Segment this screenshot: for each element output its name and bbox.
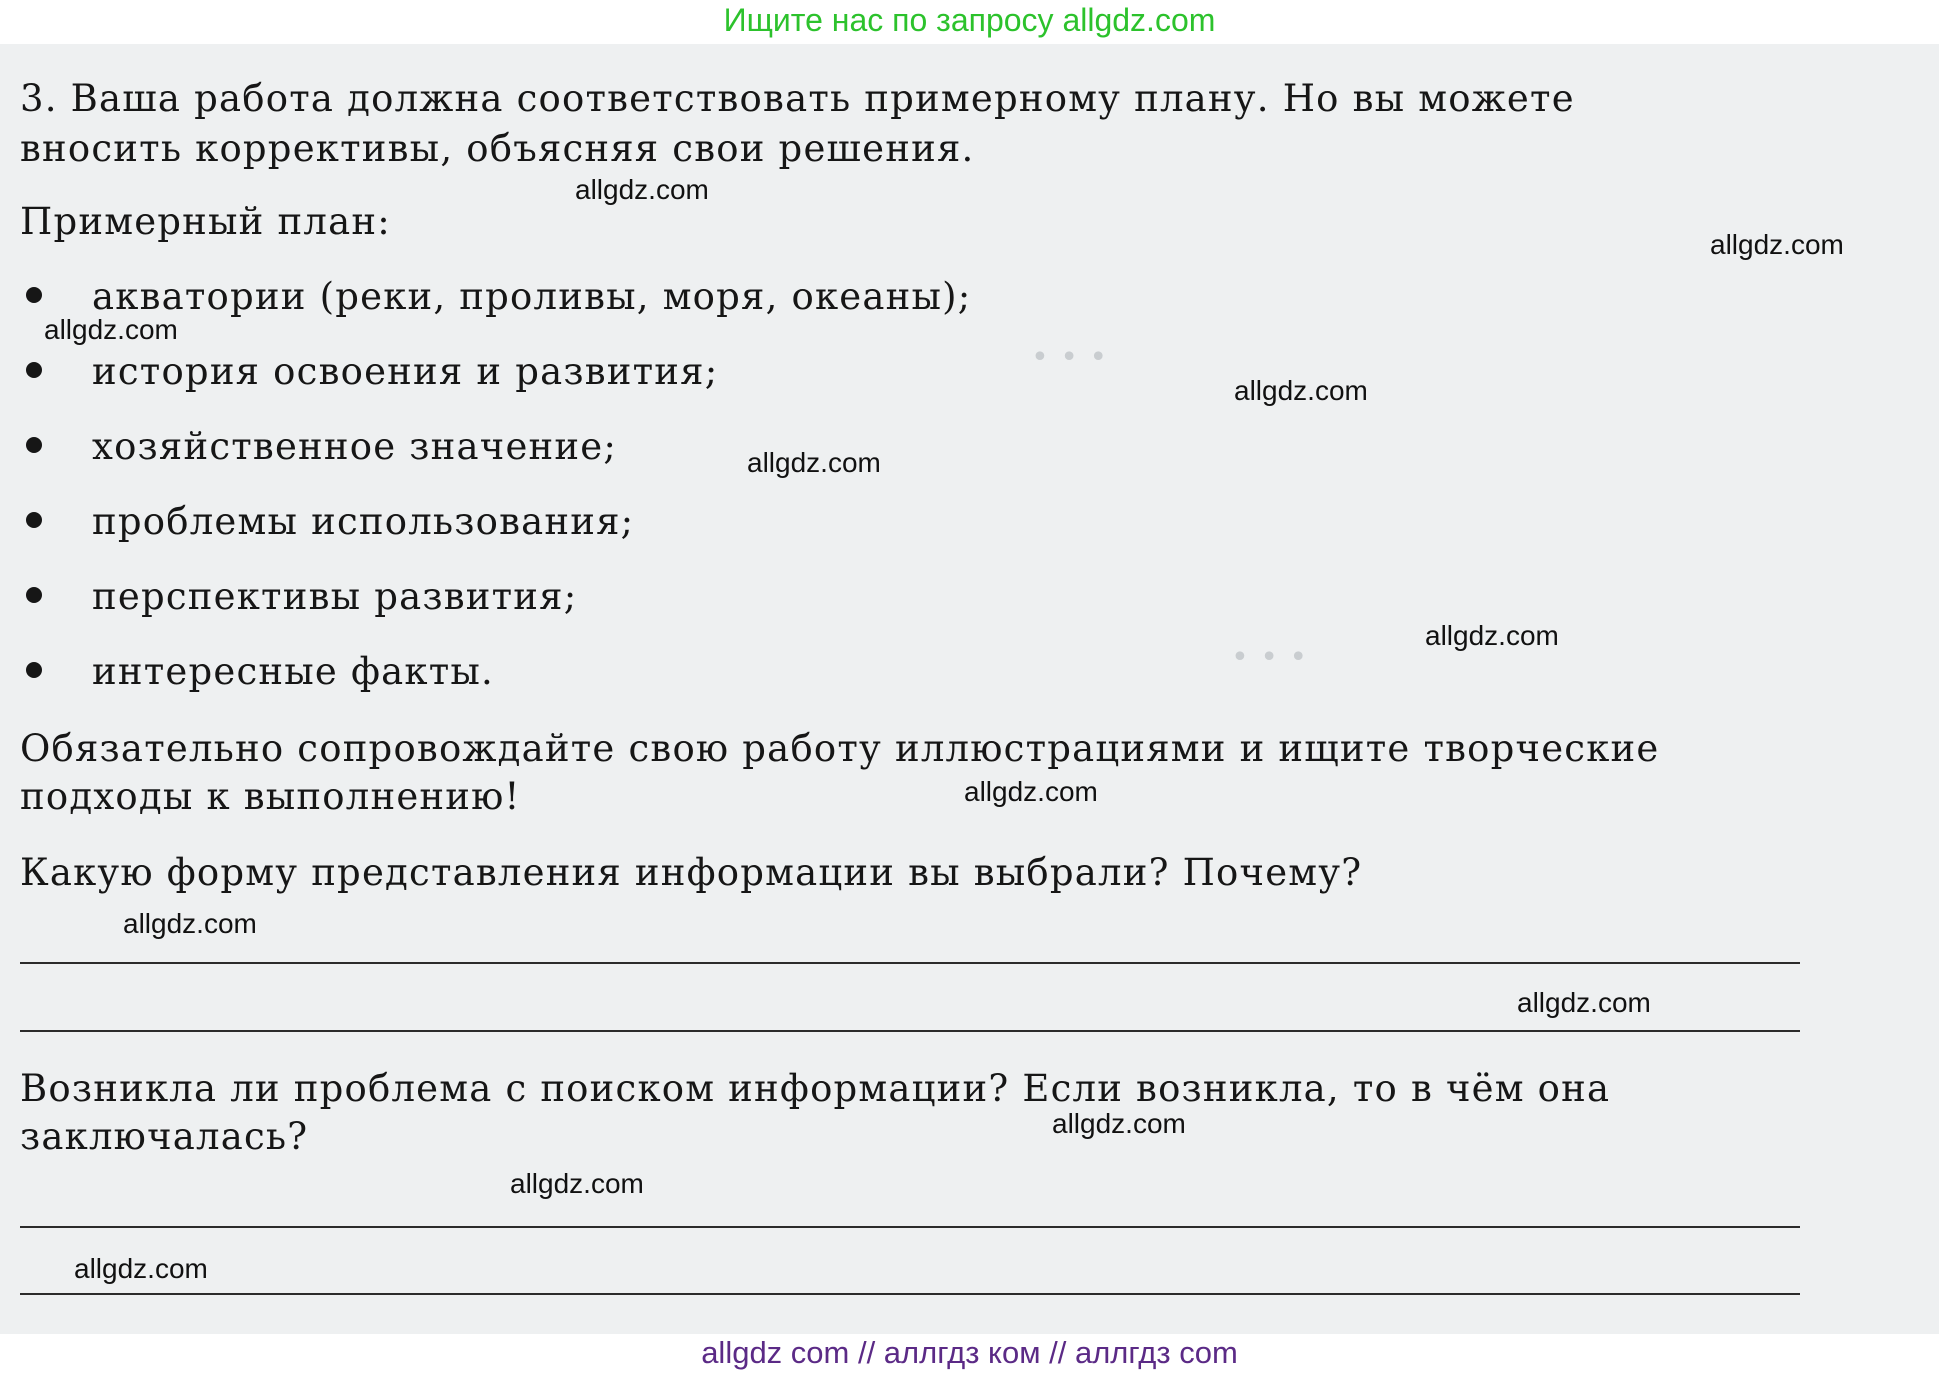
bullet-icon bbox=[26, 362, 42, 378]
plan-item: проблемы использования; bbox=[92, 500, 635, 543]
note-line-2: подходы к выполнению! bbox=[20, 775, 521, 818]
task-intro-line-2: вносить коррективы, объясняя свои решения. bbox=[20, 127, 975, 170]
question-2-line-2: заключалась? bbox=[20, 1115, 309, 1158]
bullet-icon bbox=[26, 662, 42, 678]
bullet-icon bbox=[26, 437, 42, 453]
plan-item: перспективы развития; bbox=[92, 575, 578, 618]
watermark: allgdz.com bbox=[1425, 620, 1559, 651]
watermark: allgdz.com bbox=[964, 776, 1098, 807]
task-intro-line-1: 3. Ваша работа должна соответствовать примерному плану. Но вы можете bbox=[20, 77, 1575, 120]
plan-item: акватории (реки, проливы, моря, океаны); bbox=[92, 275, 972, 318]
bottom-site-banner[interactable]: allgdz com // аллгдз ком // аллгдз com bbox=[701, 1335, 1238, 1370]
watermark: allgdz.com bbox=[575, 174, 709, 205]
note-line-1: Обязательно сопровождайте свою работу иллюстрациями и ищите творческие bbox=[20, 727, 1660, 770]
watermark: allgdz.com bbox=[1234, 375, 1368, 406]
bullet-icon bbox=[26, 287, 42, 303]
plan-item: история освоения и развития; bbox=[92, 350, 719, 393]
watermark: allgdz.com bbox=[74, 1253, 208, 1284]
bullet-icon bbox=[26, 587, 42, 603]
top-search-banner[interactable]: Ищите нас по запросу allgdz.com bbox=[723, 2, 1216, 38]
bullet-icon bbox=[26, 512, 42, 528]
show-through-text: • • • bbox=[1230, 640, 1308, 675]
watermark: allgdz.com bbox=[510, 1168, 644, 1199]
question-2-line-1: Возникла ли проблема с поиском информации? Если возникла, то в чём она bbox=[20, 1067, 1611, 1110]
watermark: allgdz.com bbox=[747, 447, 881, 478]
watermark: allgdz.com bbox=[1517, 987, 1651, 1018]
answer-line[interactable] bbox=[20, 1226, 1800, 1228]
watermark: allgdz.com bbox=[44, 314, 178, 345]
watermark: allgdz.com bbox=[123, 908, 257, 939]
watermark: allgdz.com bbox=[1052, 1108, 1186, 1139]
answer-line[interactable] bbox=[20, 1030, 1800, 1032]
show-through-text: • • • bbox=[1030, 340, 1108, 375]
watermark: allgdz.com bbox=[1710, 229, 1844, 260]
plan-item: интересные факты. bbox=[92, 650, 494, 693]
answer-line[interactable] bbox=[20, 1293, 1800, 1295]
plan-item: хозяйственное значение; bbox=[92, 425, 618, 468]
answer-line[interactable] bbox=[20, 962, 1800, 964]
plan-heading: Примерный план: bbox=[20, 200, 391, 243]
question-1: Какую форму представления информации вы выбрали? Почему? bbox=[20, 851, 1363, 894]
